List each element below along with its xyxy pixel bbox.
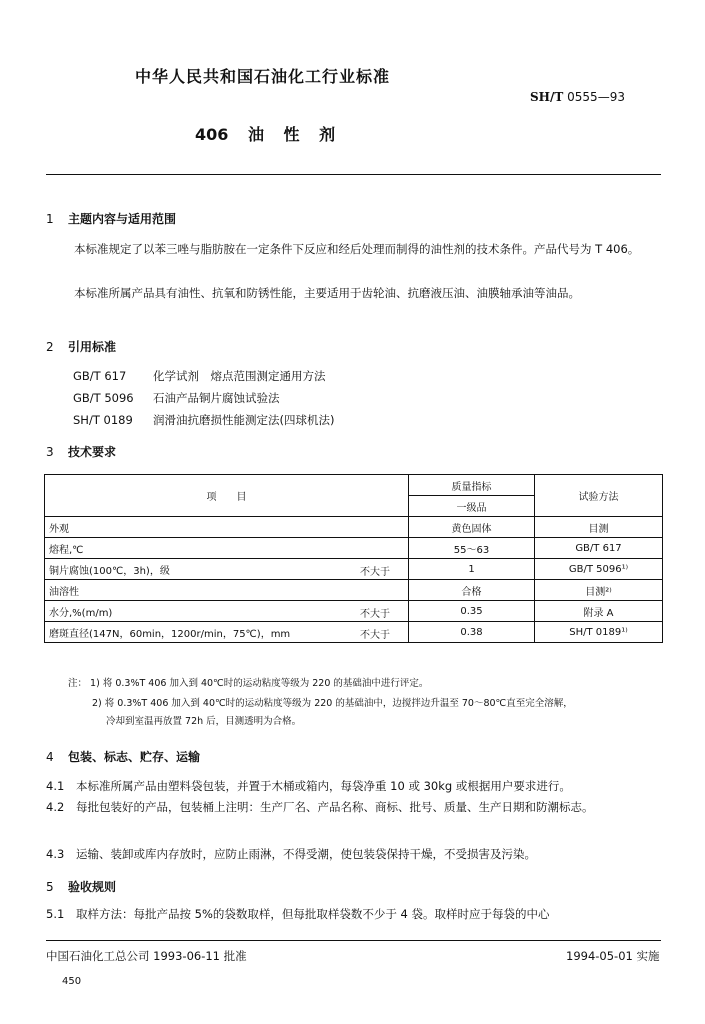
section-3-heading [46, 443, 116, 460]
header-grade: 一级品 [409, 496, 535, 517]
row-method: GB/T 5096¹⁾ [535, 559, 663, 580]
row-name [45, 538, 409, 559]
row-value: 55～63 [409, 538, 535, 559]
section-5-heading [46, 878, 116, 895]
clause-text: 运输、装卸或库内存放时，应防止雨淋，不得受潮，使包装袋保持干燥，不受损害及污染。 [76, 847, 536, 861]
reference-title: 润滑油抗磨损性能测定法(四球机法) [153, 413, 335, 427]
row-limit: 不大于 [360, 567, 390, 578]
clause-4-2 [46, 796, 661, 818]
row-name-text: 外观 [49, 523, 69, 535]
reference-item [73, 368, 326, 384]
clause-text: 取样方法：每批产品按 5%的袋数取样，但每批取样袋数不少于 4 袋。取样时应于每袋的中心 [76, 907, 550, 921]
section-5-number: 5 [46, 880, 54, 894]
reference-title: 化学试剂 熔点范围测定通用方法 [153, 369, 326, 383]
table-note-1 [68, 675, 428, 689]
row-method: 目测²⁾ [535, 580, 663, 601]
footer-rule [46, 940, 661, 941]
standard-prefix: SH/T [530, 90, 564, 104]
header-quality: 质量指标 [409, 475, 535, 496]
section-4-number: 4 [46, 750, 54, 764]
row-name [45, 559, 409, 580]
section-3-number: 3 [46, 445, 54, 459]
note-1-text: 1) 将 0.3%T 406 加入到 40℃时的运动粘度等级为 220 的基础油中进行评定。 [90, 678, 429, 689]
footer-effective-date: 1994-05-01 实施 [566, 949, 660, 963]
row-method: 目测 [535, 517, 663, 538]
section-3-title: 技术要求 [68, 445, 117, 459]
header-item: 项 目 [45, 475, 409, 517]
row-value: 0.38 [409, 622, 535, 643]
row-name-text: 铜片腐蚀(100℃，3h)，级 [49, 565, 170, 577]
section-2-title: 引用标准 [68, 340, 117, 354]
header-rule [46, 174, 661, 175]
row-name [45, 517, 409, 538]
clause-4-1 [46, 778, 571, 794]
reference-code: SH/T 0189 [73, 413, 133, 427]
row-method: SH/T 0189¹⁾ [535, 622, 663, 643]
table-note-2: 2) 将 0.3%T 406 加入到 40℃时的运动粘度等级为 220 的基础油中，边搅拌边升温至 70～80℃直至完全溶解， [92, 698, 573, 709]
row-method: 附录 A [535, 601, 663, 622]
table-row [45, 517, 663, 538]
table-row [45, 601, 663, 622]
row-name-text: 水分,%(m/m) [49, 607, 113, 619]
table-row [45, 538, 663, 559]
row-name [45, 622, 409, 643]
document-title: 406 油 性 剂 [195, 125, 336, 144]
note-label: 注： [68, 678, 88, 689]
row-limit: 不大于 [360, 609, 390, 620]
table-row [45, 559, 663, 580]
row-method: GB/T 617 [535, 538, 663, 559]
table-header-row [45, 475, 663, 496]
clause-number: 4.3 [46, 847, 65, 861]
standard-number [530, 90, 625, 104]
header-method: 试验方法 [535, 475, 663, 517]
row-value: 1 [409, 559, 535, 580]
row-name [45, 601, 409, 622]
reference-title: 石油产品铜片腐蚀试验法 [153, 391, 280, 405]
technical-requirements-table [44, 474, 663, 643]
reference-code: GB/T 617 [73, 369, 127, 383]
table-note-2-continued: 冷却到室温再放置 72h 后，目测透明为合格。 [106, 716, 302, 727]
reference-item [73, 390, 280, 406]
section-2-number: 2 [46, 340, 54, 354]
row-limit: 不大于 [360, 630, 390, 641]
clause-4-3 [46, 846, 536, 862]
section-1-number: 1 [46, 212, 54, 226]
row-name-text: 熔程,℃ [49, 544, 84, 556]
section-1-paragraph-1: 本标准规定了以苯三唑与脂肪胺在一定条件下反应和经后处理而制得的油性剂的技术条件。产品代号为 T 406。 [74, 242, 640, 256]
row-value: 黄色固体 [409, 517, 535, 538]
clause-number: 4.2 [46, 800, 65, 814]
clause-text: 每批包装好的产品，包装桶上注明：生产厂名、产品名称、商标、批号、质量、生产日期和防潮标志。 [76, 800, 594, 814]
page-number: 450 [62, 976, 82, 987]
row-name-text: 磨斑直径(147N，60min，1200r/min，75℃)，mm [49, 628, 291, 640]
row-name [45, 580, 409, 601]
section-2-heading [46, 338, 116, 355]
section-4-title: 包装、标志、贮存、运输 [68, 750, 201, 764]
section-1-paragraph-2: 本标准所属产品具有油性、抗氧和防锈性能，主要适用于齿轮油、抗磨液压油、油膜轴承油等油品。 [74, 286, 580, 300]
issuing-standard-title: 中华人民共和国石油化工行业标准 [135, 67, 391, 86]
clause-text: 本标准所属产品由塑料袋包装，并置于木桶或箱内，每袋净重 10 或 30kg 或根据用户要求进行。 [76, 779, 571, 793]
section-1-title: 主题内容与适用范围 [68, 212, 177, 226]
table-row [45, 580, 663, 601]
clause-5-1 [46, 906, 550, 922]
section-5-title: 验收规则 [68, 880, 117, 894]
footer-issuer: 中国石油化工总公司 1993-06-11 批准 [46, 949, 247, 963]
clause-number: 4.1 [46, 779, 65, 793]
row-value: 合格 [409, 580, 535, 601]
reference-item [73, 412, 334, 428]
table-row [45, 622, 663, 643]
clause-number: 5.1 [46, 907, 65, 921]
row-name-text: 油溶性 [49, 586, 79, 598]
row-value: 0.35 [409, 601, 535, 622]
standard-code: 0555—93 [567, 90, 625, 104]
section-1-heading [46, 210, 176, 227]
section-4-heading [46, 748, 200, 765]
reference-code: GB/T 5096 [73, 391, 134, 405]
